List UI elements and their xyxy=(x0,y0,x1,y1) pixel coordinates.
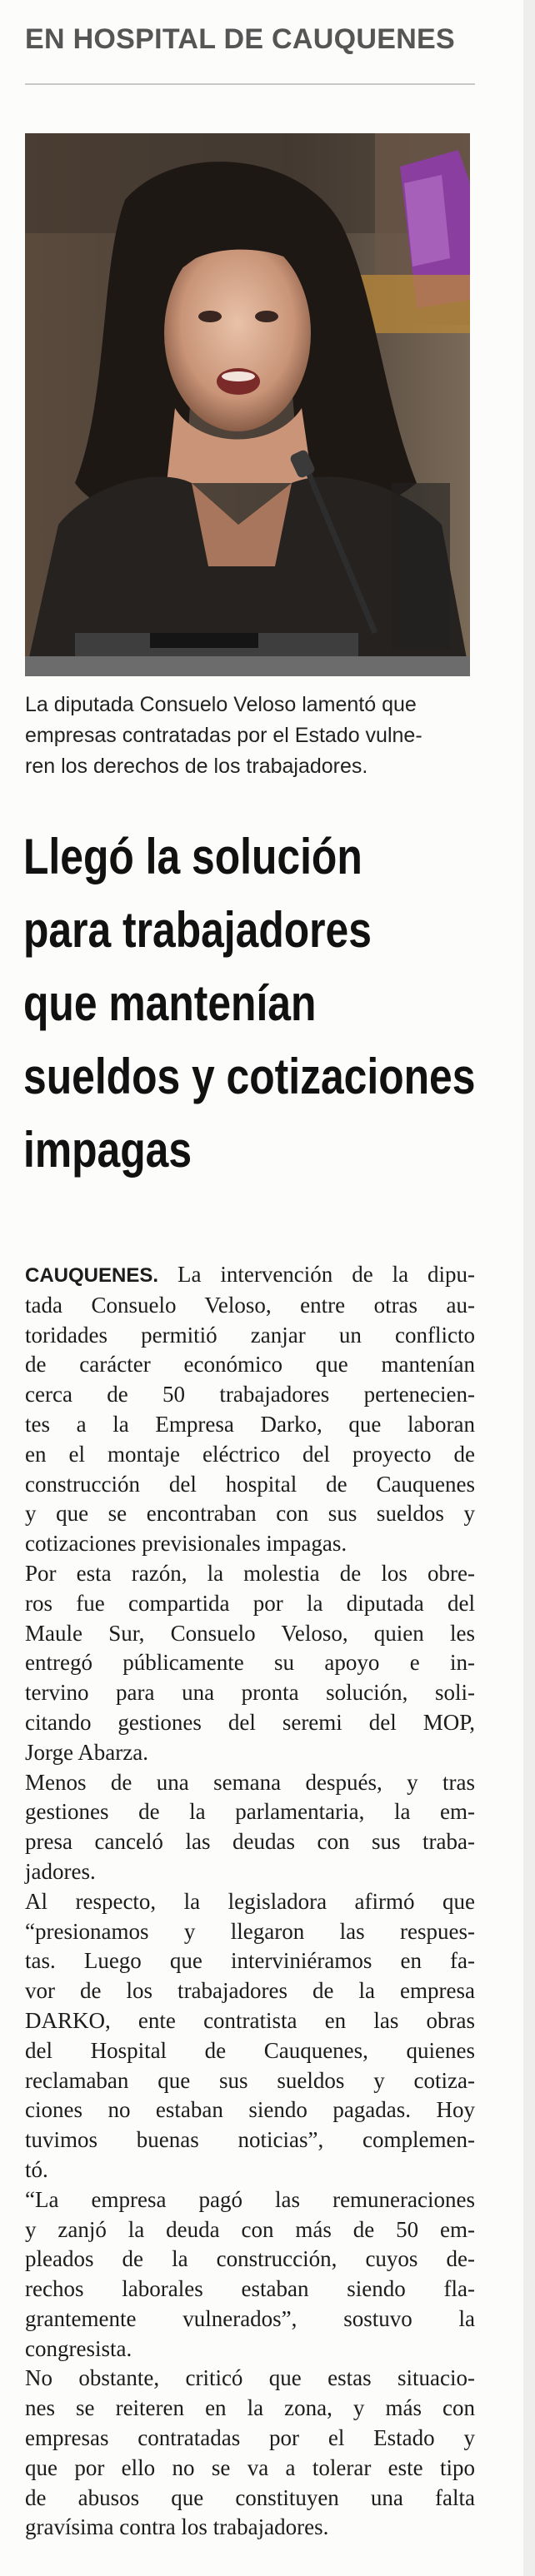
first-line-rest: La intervención de la dipu- xyxy=(177,1262,476,1287)
article-line: Por esta razón, la molestia de los obre- xyxy=(25,1560,475,1586)
section-divider xyxy=(25,83,475,85)
photo-illustration xyxy=(25,133,470,676)
article-line: No obstante, criticó que estas situacio- xyxy=(25,2365,475,2391)
article-line: construcción del hospital de Cauquenes xyxy=(25,1471,475,1497)
photo-caption xyxy=(25,690,475,782)
article-line: tuvimos buenas noticias”, complemen- xyxy=(25,2127,475,2153)
article-line: gestiones de la parlamentaria, la em- xyxy=(25,1799,475,1825)
article-line: Menos de una semana después, y tras xyxy=(25,1769,475,1795)
caption-line: La diputada Consuelo Veloso lamentó que xyxy=(25,693,417,716)
article-first-line xyxy=(25,1260,475,1291)
article-line: cotizaciones previsionales impagas. xyxy=(25,1531,348,1557)
section-label: EN HOSPITAL DE CAUQUENES xyxy=(25,23,456,55)
article-line: jadores. xyxy=(25,1858,96,1884)
article-line: pleados de la construcción, cuyos de- xyxy=(25,2246,475,2272)
article-line: reclamaban que sus sueldos y cotiza- xyxy=(25,2067,475,2093)
headline-line: Llegó la solución xyxy=(23,829,362,884)
caption-line: ren los derechos de los trabajadores. xyxy=(25,755,368,778)
article-line: toridades permitió zanjar un conflicto xyxy=(25,1322,475,1348)
article-line: grantemente vulnerados”, sostuvo la xyxy=(25,2305,475,2331)
article-line: de carácter económico que mantenían xyxy=(25,1352,475,1378)
headline-line: sueldos y cotizaciones xyxy=(23,1049,476,1104)
article-line: de abusos que constituyen una falta xyxy=(25,2484,475,2510)
article-line: tada Consuelo Veloso, entre otras au- xyxy=(25,1292,475,1318)
article-line: ros fue compartida por la diputada del xyxy=(25,1590,475,1616)
article-line: tervino para una pronta solución, soli- xyxy=(25,1680,475,1706)
article-line: tó. xyxy=(25,2156,48,2182)
article-line: “presionamos y llegaron las respues- xyxy=(25,1918,475,1944)
article-line: congresista. xyxy=(25,2335,132,2361)
headline-line: para trabajadores xyxy=(23,902,372,958)
caption-line: empresas contratadas por el Estado vulne- xyxy=(25,724,422,747)
article-line: Jorge Abarza. xyxy=(25,1739,148,1765)
article-line: empresas contratadas por el Estado y xyxy=(25,2425,475,2451)
article-line: tas. Luego que interviniéramos en fa- xyxy=(25,1948,475,1974)
article-line: rechos laborales estaban siendo fla- xyxy=(25,2276,475,2302)
article-line: nes se reiteren en la zona, y más con xyxy=(25,2395,475,2421)
article-line: “La empresa pagó las remuneraciones xyxy=(25,2186,475,2212)
article-lines xyxy=(25,1291,475,2543)
article-line: en el montaje eléctrico del proyecto de xyxy=(25,1441,475,1467)
article-line: cerca de 50 trabajadores pertenecien- xyxy=(25,1382,475,1408)
article-line: del Hospital de Cauquenes, quienes xyxy=(25,2037,475,2063)
article-line: DARKO, ente contratista en las obras xyxy=(25,2007,475,2033)
article-line: Al respecto, la legisladora afirmó que xyxy=(25,1888,475,1914)
article-line: y zanjó la deuda con más de 50 em- xyxy=(25,2216,475,2242)
article-line: entregó públicamente su apoyo e in- xyxy=(25,1650,475,1676)
headline-line: impagas xyxy=(23,1122,192,1178)
article-line: que por ello no se va a tolerar este tipo xyxy=(25,2454,475,2480)
headline-line: que mantenían xyxy=(23,975,317,1031)
article-line: ciones no estaban siendo pagadas. Hoy xyxy=(25,2097,475,2123)
article-line: vor de los trabajadores de la empresa xyxy=(25,1978,475,2004)
article-line: Maule Sur, Consuelo Veloso, quien les xyxy=(25,1620,475,1646)
article-line: tes a la Empresa Darko, que laboran xyxy=(25,1411,475,1437)
article-headline xyxy=(23,820,476,1187)
page-edge xyxy=(523,0,535,2576)
article-line: gravísima contra los trabajadores. xyxy=(25,2514,329,2540)
article-line: presa canceló las deudas con sus traba- xyxy=(25,1829,475,1855)
article-body xyxy=(25,1260,475,2543)
article-photo xyxy=(25,133,470,676)
article-line: y que se encontraban con sus sueldos y xyxy=(25,1501,475,1527)
dateline: CAUQUENES. xyxy=(25,1264,159,1287)
article-line: citando gestiones del seremi del MOP, xyxy=(25,1709,475,1735)
